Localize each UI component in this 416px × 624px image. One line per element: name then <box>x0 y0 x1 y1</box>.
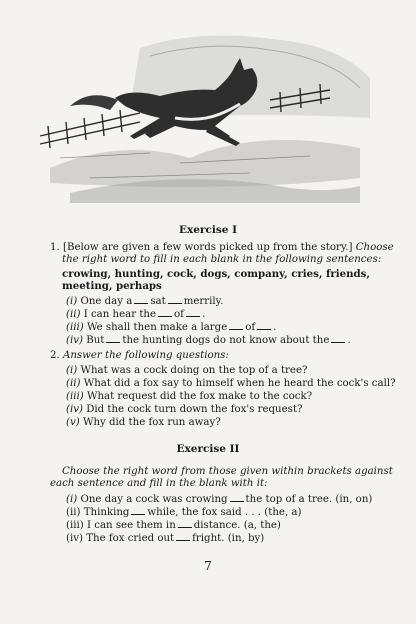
blank-line <box>131 505 145 515</box>
item-number: (i) <box>66 365 78 376</box>
blank-line <box>230 492 244 502</box>
item-text: the top of a tree. (in, on) <box>245 494 373 505</box>
blank-line <box>134 294 148 304</box>
item-text: of <box>245 322 256 333</box>
blank-line <box>176 531 190 541</box>
item-text: What request did the fox make to the cock? <box>86 391 313 402</box>
word-list-line-1: crowing, hunting, cock, dogs, company, cries, friends, <box>62 268 370 280</box>
question-2 <box>50 350 229 362</box>
blank-line <box>186 307 200 317</box>
q2-item <box>66 378 396 390</box>
q2-item <box>66 417 221 429</box>
blank-line <box>257 320 271 330</box>
page-number: 7 <box>204 559 212 573</box>
item-number: (i) <box>66 494 78 505</box>
item-number: (i) <box>66 296 78 307</box>
ex2-item <box>66 531 264 545</box>
question-number: 2. <box>50 350 60 361</box>
blank-line <box>229 320 243 330</box>
q2-item <box>66 365 307 377</box>
exercise-1-heading: Exercise I <box>178 224 238 236</box>
item-text: while, the fox said . . . (the, a) <box>147 507 302 518</box>
item-number: (v) <box>66 417 80 428</box>
item-number: (ii) <box>66 507 81 518</box>
q2-item <box>66 391 312 403</box>
item-text: Did the cock turn down the fox's request? <box>86 404 303 415</box>
blank-line <box>158 307 172 317</box>
item-text: sat <box>150 296 166 307</box>
question-number: 1. <box>50 242 60 253</box>
item-text: . <box>347 335 351 346</box>
item-text: of <box>174 309 184 320</box>
word-list-line-2: meeting, perhaps <box>62 280 162 292</box>
item-text: Why did the fox run away? <box>82 417 221 428</box>
q2-item <box>66 404 302 416</box>
item-number: (ii) <box>66 378 81 389</box>
item-text: One day a cock was crowing <box>80 494 228 505</box>
item-text: One day a <box>80 296 133 307</box>
item-text: the hunting dogs do not know about the <box>122 335 330 346</box>
item-text: fright. (in, by) <box>192 533 265 544</box>
question-1-bracket-text: [Below are given a few words picked up from the story.] <box>62 242 353 253</box>
blank-line <box>331 333 345 343</box>
blank-line <box>106 333 120 343</box>
item-number: (iv) <box>66 335 83 346</box>
exercise-2-intro-line-2: each sentence and fill in the blank with it: <box>50 478 268 489</box>
item-text: I can see them in <box>86 520 176 531</box>
item-number: (iii) <box>66 520 84 531</box>
item-number: (iv) <box>66 533 83 544</box>
blank-line <box>168 294 182 304</box>
item-number: (iii) <box>66 391 84 402</box>
item-text: But <box>86 335 105 346</box>
item-text: What did a fox say to himself when he heard the cock's call? <box>83 378 396 389</box>
item-text: Thinking <box>83 507 130 518</box>
question-1-instruction-start: Choose <box>355 242 394 253</box>
question-1-line-2: the right word to fill in each blank in the following sentences: <box>62 254 382 265</box>
exercise-2-heading: Exercise II <box>176 443 240 455</box>
item-text: The fox cried out <box>86 533 175 544</box>
item-text: We shall then make a large <box>86 322 228 333</box>
item-number: (iv) <box>66 404 83 415</box>
question-2-text: Answer the following questions: <box>62 350 229 361</box>
item-text: What was a cock doing on the top of a tree? <box>80 365 308 376</box>
item-text: . <box>201 309 206 320</box>
exercise-2-intro-line-1: Choose the right word from those given within brackets against <box>62 466 393 477</box>
item-number: (ii) <box>66 309 81 320</box>
item-text: . <box>273 322 277 333</box>
item-text: distance. (a, the) <box>193 520 281 531</box>
item-text: merrily. <box>183 296 224 307</box>
item-text: I can hear the <box>83 309 157 320</box>
q1-item <box>66 333 351 347</box>
blank-line <box>178 518 192 528</box>
question-1-line-1 <box>50 242 394 254</box>
item-number: (iii) <box>66 322 84 333</box>
